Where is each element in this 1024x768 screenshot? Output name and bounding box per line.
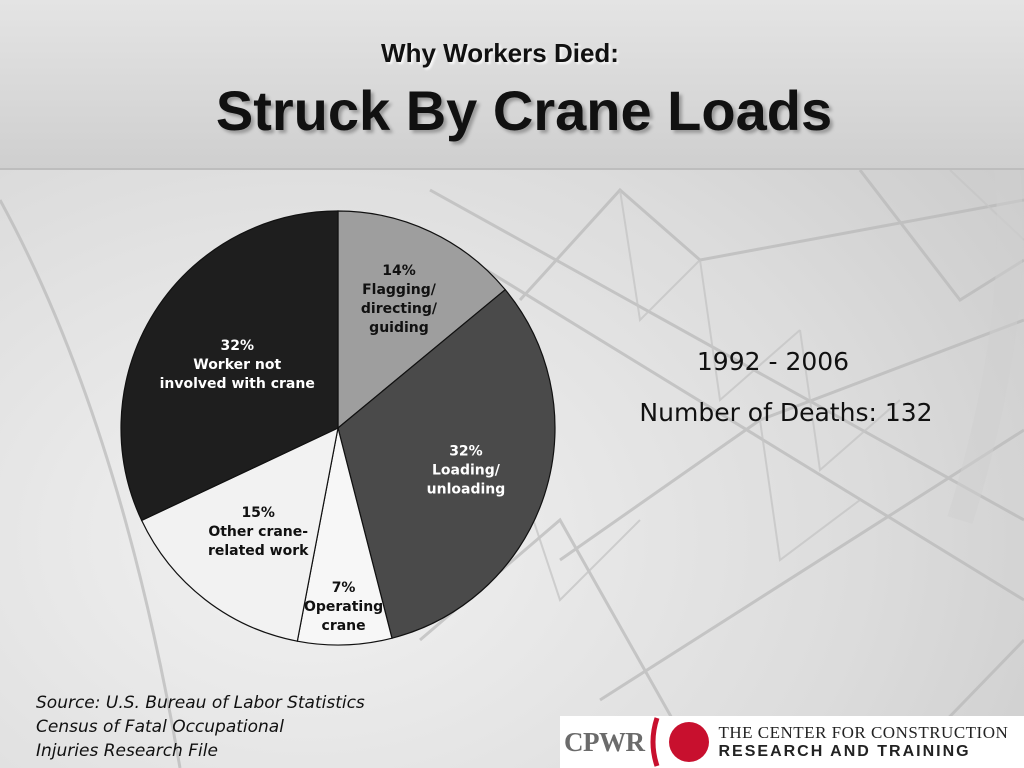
pie-slice-label: 14% Flagging/ directing/ guiding [360,262,438,336]
logo-line2: RESEARCH AND TRAINING [718,743,971,760]
cpwr-logo [560,716,1024,768]
period-text: 1992 - 2006 [696,347,850,376]
pie-slice-label: 32% Loading/ unloading [426,443,506,498]
logo-line1: THE CENTER FOR CONSTRUCTION [718,723,1009,742]
logo-acronym: CPWR [564,726,645,757]
pie-slice-label: 32% Worker not involved with crane [159,338,315,393]
source-line: Census of Fatal Occupational [36,717,284,737]
logo-mark-icon [649,716,713,768]
source-line: Injuries Research File [36,741,218,761]
pie-chart [110,200,570,660]
slide-title: Struck By Crane Loads [215,79,833,142]
slide-subtitle: Why Workers Died: [381,38,619,68]
source-note [36,691,365,763]
source-line: Source: U.S. Bureau of Labor Statistics [36,693,365,713]
deaths-text: Number of Deaths: 132 [639,398,933,427]
logo-text [719,723,1009,761]
pie-slice-label: 7% Operating crane [303,579,384,634]
pie-slice-label: 15% Other crane-related work [207,504,309,559]
